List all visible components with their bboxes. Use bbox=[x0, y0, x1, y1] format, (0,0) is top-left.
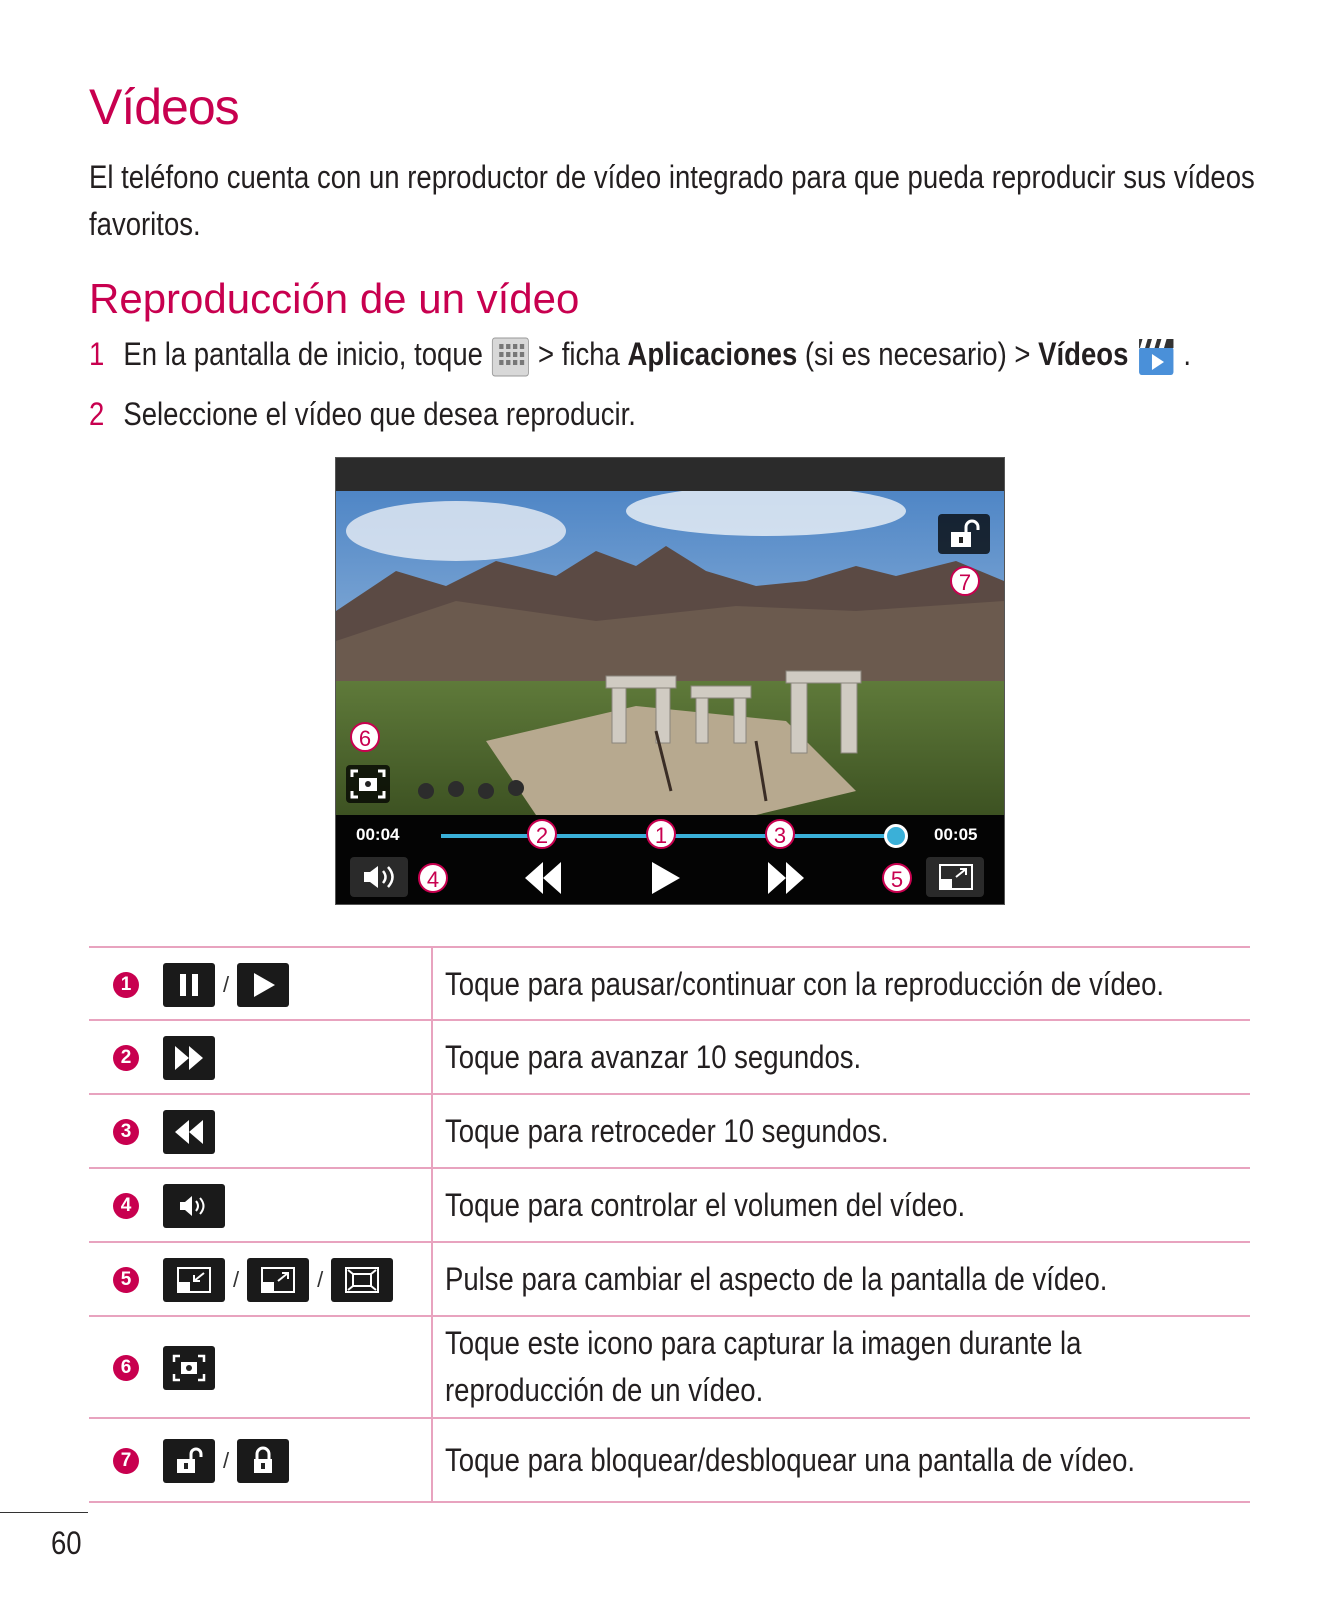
expand-screen-icon bbox=[926, 857, 984, 897]
item-description-line: reproducción de un vídeo. bbox=[445, 1372, 764, 1408]
capture-button[interactable] bbox=[346, 765, 390, 803]
shrink-screen-icon bbox=[163, 1258, 225, 1302]
item-number-badge: 1 bbox=[113, 972, 139, 998]
item-number-badge: 2 bbox=[113, 1045, 139, 1071]
unlock-icon bbox=[938, 514, 990, 554]
apps-grid-icon bbox=[492, 337, 530, 377]
callout-3: 3 bbox=[765, 819, 795, 849]
step-2 bbox=[89, 396, 636, 433]
section-title: Reproducción de un vídeo bbox=[89, 275, 580, 322]
play-button[interactable] bbox=[644, 858, 684, 903]
capture-icon bbox=[163, 1346, 215, 1390]
item-description: Pulse para cambiar el aspecto de la pantalla de vídeo. bbox=[445, 1261, 1108, 1297]
time-elapsed: 00:04 bbox=[356, 825, 400, 844]
step-text: Seleccione el vídeo que desea reproducir. bbox=[123, 396, 636, 432]
table-row bbox=[89, 1241, 1250, 1317]
callout-4: 4 bbox=[418, 863, 448, 893]
table-row bbox=[89, 946, 1250, 1021]
page-number: 60 bbox=[51, 1525, 82, 1561]
icon-group bbox=[163, 1346, 215, 1390]
callout-1: 1 bbox=[646, 819, 676, 849]
icon-group bbox=[163, 963, 289, 1007]
screen-ratio-button[interactable] bbox=[926, 857, 984, 897]
video-frame bbox=[336, 491, 1004, 815]
column-divider bbox=[431, 1169, 433, 1243]
fast-forward-icon bbox=[764, 860, 808, 896]
videos-app-icon bbox=[1137, 337, 1175, 377]
icon-group bbox=[163, 1258, 393, 1302]
item-description: Toque para pausar/continuar con la reproducción de vídeo. bbox=[445, 965, 1165, 1002]
step-number: 2 bbox=[89, 396, 105, 432]
rewind-icon bbox=[521, 860, 565, 896]
table-row bbox=[89, 1315, 1250, 1419]
column-divider bbox=[431, 1317, 433, 1419]
capture-icon bbox=[346, 765, 390, 803]
table-row bbox=[89, 1093, 1250, 1169]
column-divider bbox=[431, 1095, 433, 1169]
unlock-icon bbox=[163, 1439, 215, 1483]
volume-button[interactable] bbox=[350, 857, 408, 897]
fit-screen-icon bbox=[331, 1258, 393, 1302]
status-bar bbox=[336, 458, 1004, 491]
icon-group bbox=[163, 1184, 225, 1228]
separator: / bbox=[223, 1448, 230, 1473]
item-number-badge: 3 bbox=[113, 1119, 139, 1145]
step-1 bbox=[89, 336, 1191, 377]
table-bottom-rule bbox=[89, 1501, 1250, 1503]
time-total: 00:05 bbox=[934, 825, 978, 844]
lock-icon bbox=[237, 1439, 289, 1483]
column-divider bbox=[431, 948, 433, 1021]
step-text: En la pantalla de inicio, toque bbox=[123, 336, 483, 372]
volume-icon bbox=[350, 857, 408, 897]
item-number-badge: 7 bbox=[113, 1448, 139, 1474]
item-description: Toque para avanzar 10 segundos. bbox=[445, 1039, 862, 1075]
fast-forward-button[interactable] bbox=[764, 860, 808, 901]
page-title: Vídeos bbox=[89, 79, 239, 135]
item-number-badge: 4 bbox=[113, 1193, 139, 1219]
icon-group bbox=[163, 1110, 215, 1154]
page-number-rule bbox=[0, 1512, 88, 1513]
column-divider bbox=[431, 1021, 433, 1095]
callout-5: 5 bbox=[882, 863, 912, 893]
table-row bbox=[89, 1417, 1250, 1503]
callout-6: 6 bbox=[350, 722, 380, 752]
fast-forward-icon bbox=[163, 1036, 215, 1080]
column-divider bbox=[431, 1419, 433, 1503]
separator: / bbox=[233, 1267, 240, 1292]
item-number-badge: 5 bbox=[113, 1267, 139, 1293]
step-number: 1 bbox=[89, 336, 105, 372]
volume-icon bbox=[163, 1184, 225, 1228]
step-text: . bbox=[1183, 336, 1192, 372]
icon-group bbox=[163, 1439, 289, 1483]
item-description: Toque para retroceder 10 segundos. bbox=[445, 1113, 889, 1149]
callout-7: 7 bbox=[950, 566, 980, 596]
apps-tab-label: Aplicaciones bbox=[627, 336, 798, 372]
pause-icon bbox=[163, 963, 215, 1007]
lock-button[interactable] bbox=[938, 514, 990, 554]
item-description: Toque para controlar el volumen del vídeo. bbox=[445, 1187, 966, 1223]
play-icon bbox=[237, 963, 289, 1007]
callout-2: 2 bbox=[527, 819, 557, 849]
rewind-icon bbox=[163, 1110, 215, 1154]
table-row bbox=[89, 1019, 1250, 1095]
column-divider bbox=[431, 1243, 433, 1317]
separator: / bbox=[317, 1267, 324, 1292]
item-number-badge: 6 bbox=[113, 1355, 139, 1381]
step-text: (si es necesario) > bbox=[804, 336, 1031, 372]
expand-screen-icon bbox=[247, 1258, 309, 1302]
separator: / bbox=[223, 971, 230, 997]
videos-app-label: Vídeos bbox=[1038, 336, 1129, 372]
intro-paragraph: El teléfono cuenta con un reproductor de vídeo integrado para que pueda reproducir sus vídeos favoritos. bbox=[89, 159, 1255, 242]
item-description: Toque para bloquear/desbloquear una pantalla de vídeo. bbox=[445, 1442, 1136, 1478]
step-text: > ficha bbox=[537, 336, 620, 372]
video-player-screenshot bbox=[335, 457, 1005, 905]
table-row bbox=[89, 1167, 1250, 1243]
rewind-button[interactable] bbox=[521, 860, 565, 901]
item-description bbox=[445, 1320, 1081, 1414]
icon-group bbox=[163, 1036, 215, 1080]
play-icon bbox=[644, 858, 684, 898]
item-description-line: Toque este icono para capturar la imagen durante la bbox=[445, 1325, 1082, 1361]
